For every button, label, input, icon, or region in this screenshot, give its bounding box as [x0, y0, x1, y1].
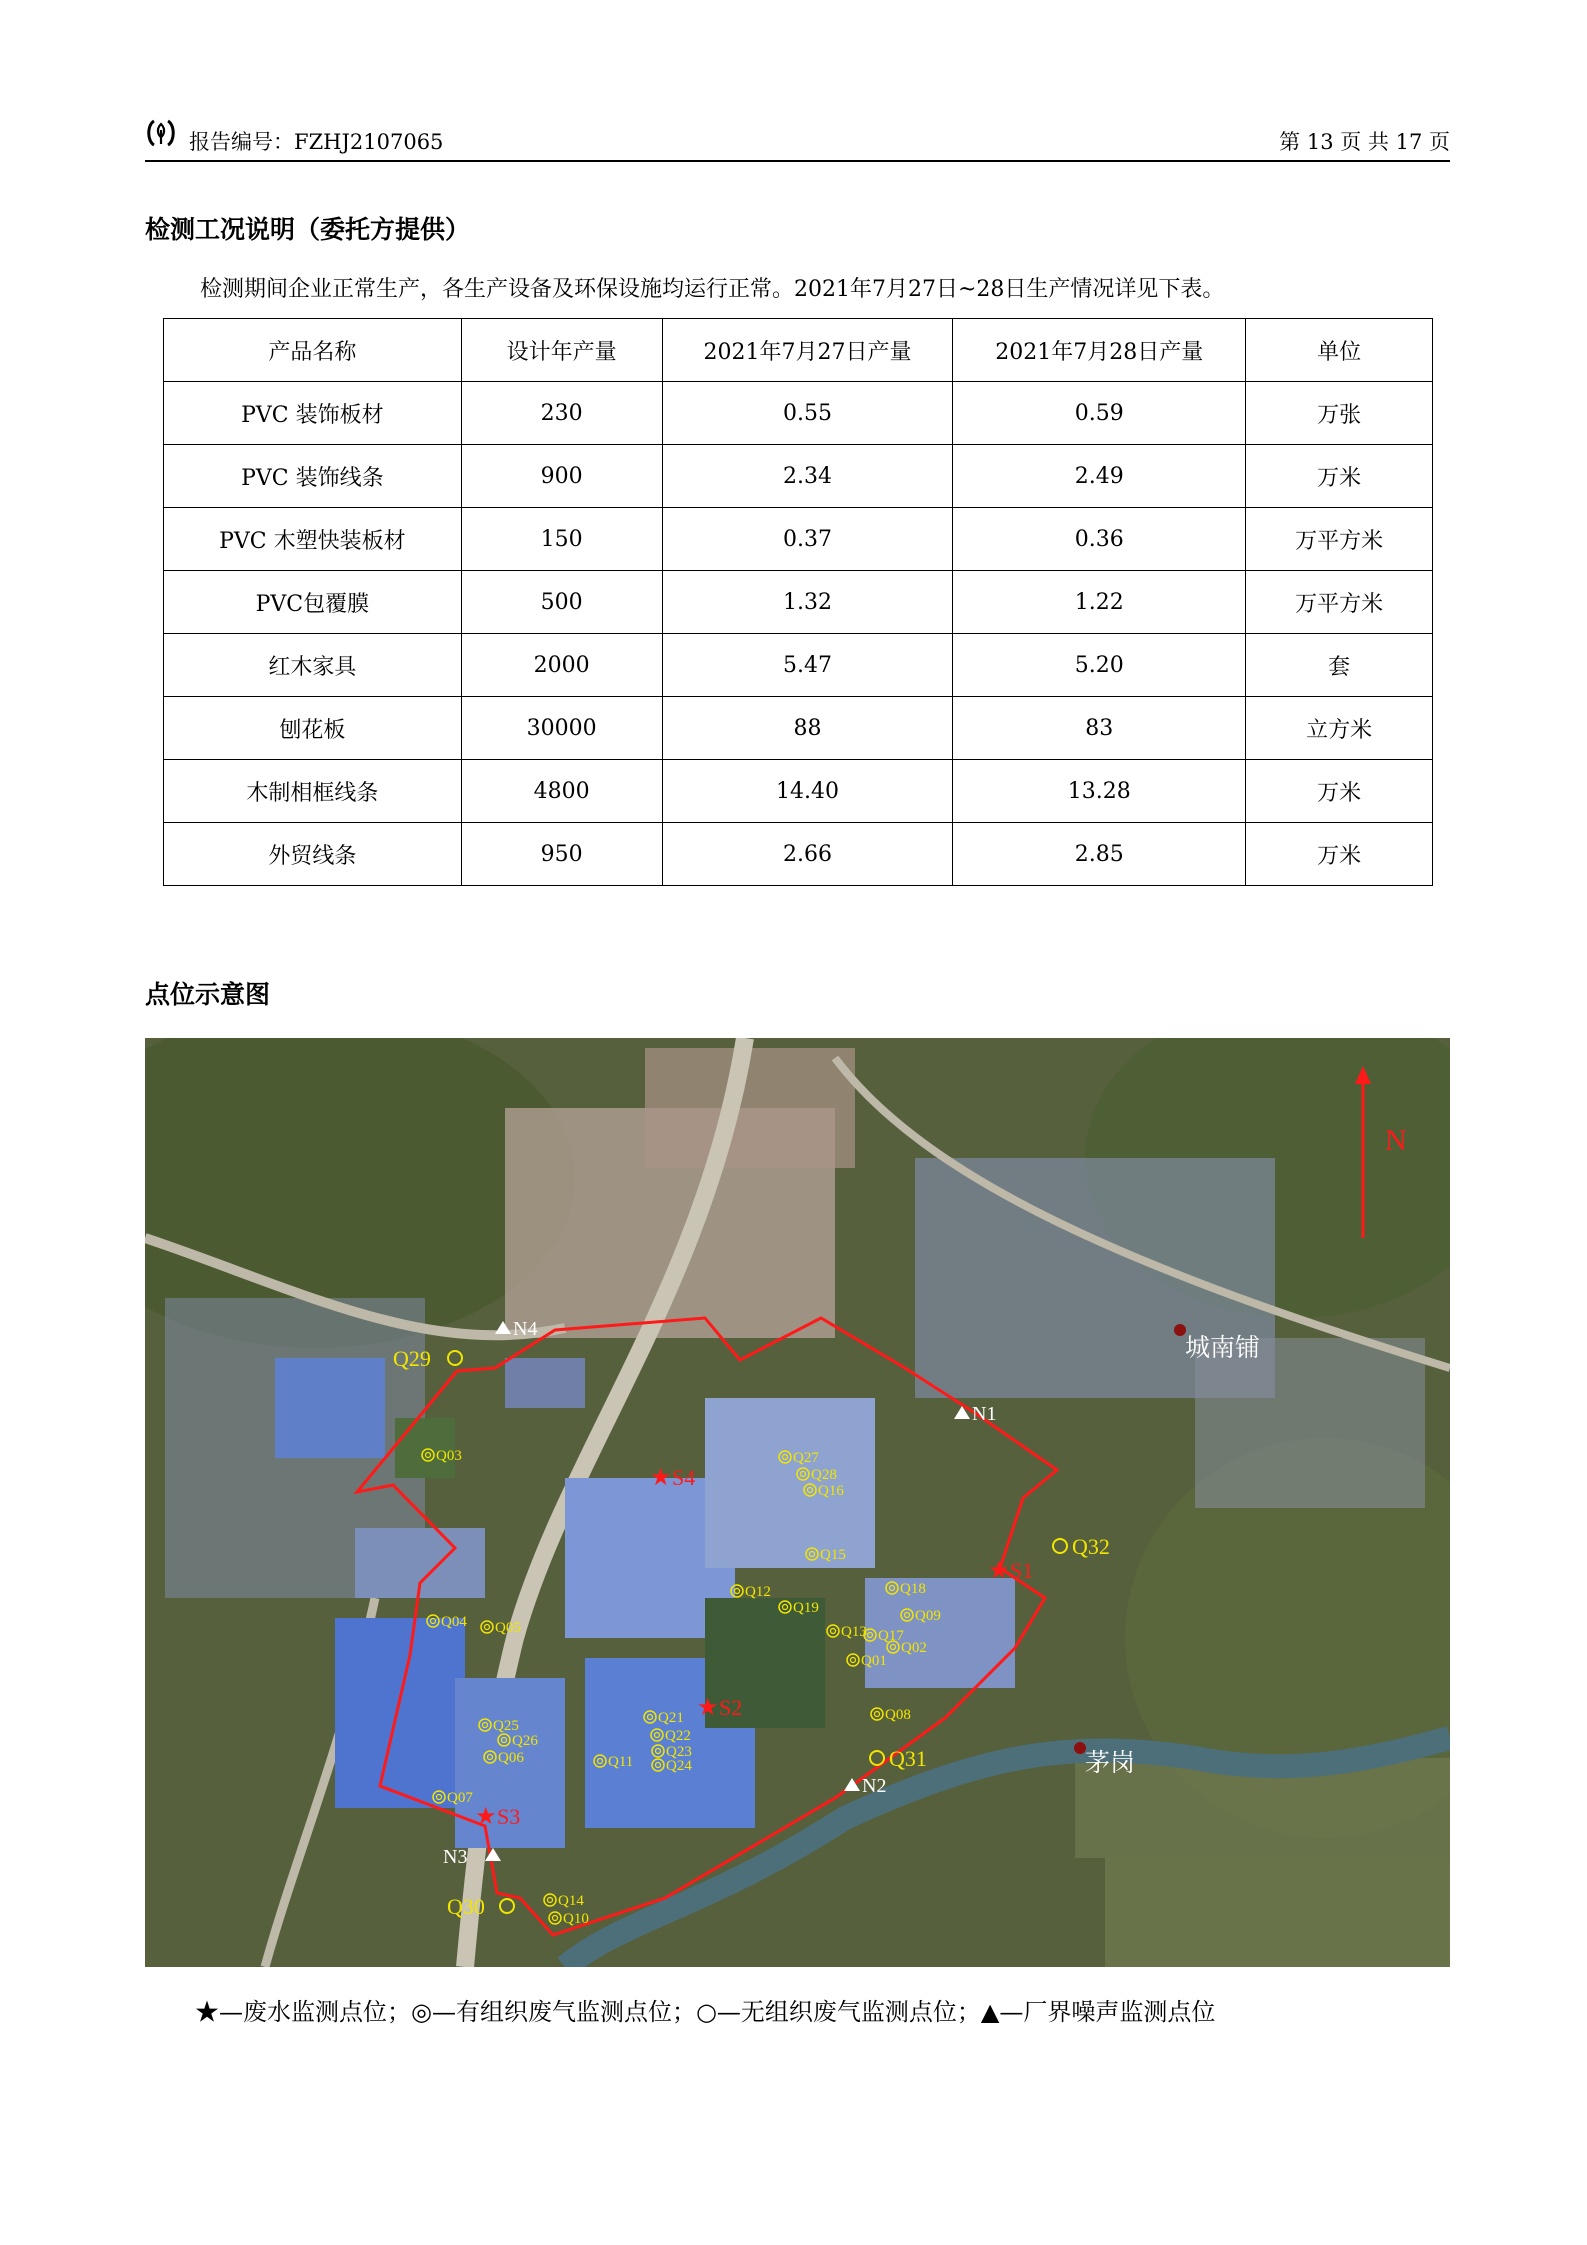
table-cell: PVC 木塑快装板材 [164, 508, 462, 571]
stack-point-label: Q16 [818, 1483, 844, 1499]
map-legend: ★—废水监测点位；◎—有组织废气监测点位；○—无组织废气监测点位；▲—厂界噪声监测点位 [195, 1998, 1216, 2026]
section-title-conditions: 检测工况说明（委托方提供） [145, 215, 471, 244]
stack-point-label: Q21 [658, 1710, 684, 1726]
table-cell: 30000 [461, 697, 662, 760]
table-cell: 红木家具 [164, 634, 462, 697]
table-cell: 1.22 [953, 571, 1246, 634]
stack-point-label: Q27 [793, 1450, 819, 1466]
north-label: N [1385, 1124, 1407, 1157]
svg-text:★: ★ [475, 1804, 497, 1830]
stack-point-label: Q12 [745, 1584, 771, 1600]
header-divider [145, 160, 1450, 162]
noise-point-label: N2 [862, 1775, 887, 1797]
stack-point-label: Q01 [861, 1653, 887, 1669]
table-cell: 万米 [1246, 823, 1433, 886]
table-cell: 万米 [1246, 445, 1433, 508]
table-cell: 83 [953, 697, 1246, 760]
table-row [164, 508, 1433, 571]
table-cell: 950 [461, 823, 662, 886]
table-cell: 4800 [461, 760, 662, 823]
stack-point-label: Q13 [841, 1624, 867, 1640]
svg-text:★: ★ [988, 1558, 1010, 1584]
fugitive-point-label: Q32 [1072, 1534, 1110, 1559]
table-cell: PVC包覆膜 [164, 571, 462, 634]
stack-point-label: Q28 [811, 1467, 837, 1483]
stack-point-label: Q19 [793, 1600, 819, 1616]
noise-point-label: N4 [513, 1318, 538, 1340]
table-cell: 2.66 [662, 823, 953, 886]
place-name: 茅岗 [1085, 1750, 1136, 1777]
table-row [164, 823, 1433, 886]
wastewater-point-marker [475, 1804, 520, 1830]
wastewater-point-marker [697, 1695, 742, 1721]
table-cell: 500 [461, 571, 662, 634]
table-cell: 2.49 [953, 445, 1246, 508]
table-cell: 150 [461, 508, 662, 571]
table-cell: 14.40 [662, 760, 953, 823]
table-cell: 2.34 [662, 445, 953, 508]
stack-point-label: Q08 [885, 1707, 911, 1723]
stack-point-label: Q09 [915, 1608, 941, 1624]
stack-point-label: Q25 [493, 1718, 519, 1734]
table-cell: PVC 装饰板材 [164, 382, 462, 445]
table-cell: 88 [662, 697, 953, 760]
table-row [164, 571, 1433, 634]
table-cell: 5.47 [662, 634, 953, 697]
table-cell: 0.37 [662, 508, 953, 571]
table-row [164, 382, 1433, 445]
table-cell: 立方米 [1246, 697, 1433, 760]
stack-point-label: Q04 [441, 1614, 467, 1630]
company-logo-icon [145, 118, 177, 148]
column-header: 单位 [1246, 319, 1433, 382]
table-cell: 0.36 [953, 508, 1246, 571]
stack-point-label: Q06 [498, 1750, 524, 1766]
table-row [164, 697, 1433, 760]
table-cell: 900 [461, 445, 662, 508]
table-cell: PVC 装饰线条 [164, 445, 462, 508]
svg-text:★: ★ [697, 1695, 719, 1721]
table-cell: 0.55 [662, 382, 953, 445]
stack-point-label: Q17 [878, 1628, 904, 1644]
wastewater-point-marker [650, 1465, 695, 1491]
column-header: 2021年7月28日产量 [953, 319, 1246, 382]
table-cell: 万张 [1246, 382, 1433, 445]
table-cell: 外贸线条 [164, 823, 462, 886]
page-number: 第 13 页 共 17 页 [1279, 130, 1450, 154]
column-header: 设计年产量 [461, 319, 662, 382]
production-table [163, 318, 1433, 886]
noise-point-label: N1 [972, 1403, 997, 1425]
table-cell: 13.28 [953, 760, 1246, 823]
stack-point-label: Q07 [447, 1790, 473, 1806]
table-row [164, 634, 1433, 697]
column-header: 产品名称 [164, 319, 462, 382]
table-cell: 1.32 [662, 571, 953, 634]
fugitive-point-label: Q30 [447, 1894, 485, 1919]
noise-point-label: N3 [443, 1846, 468, 1868]
table-cell: 万平方米 [1246, 571, 1433, 634]
stack-point-label: Q23 [666, 1744, 692, 1760]
table-cell: 套 [1246, 634, 1433, 697]
table-cell: 2000 [461, 634, 662, 697]
place-name: 城南铺 [1185, 1335, 1261, 1362]
stack-point-label: Q05 [495, 1620, 521, 1636]
stack-point-label: Q02 [901, 1640, 927, 1656]
intro-paragraph: 检测期间企业正常生产，各生产设备及环保设施均运行正常。2021年7月27日~28日生产情况详见下表。 [200, 277, 1225, 302]
fugitive-point-label: Q29 [393, 1346, 431, 1371]
stack-point-label: Q15 [820, 1547, 846, 1563]
wastewater-point-label: S3 [497, 1804, 521, 1829]
table-cell: 0.59 [953, 382, 1246, 445]
stack-point-label: Q10 [563, 1911, 589, 1927]
table-row [164, 445, 1433, 508]
stack-point-label: Q22 [665, 1728, 691, 1744]
wastewater-point-label: S4 [672, 1465, 696, 1490]
site-map [145, 1038, 1450, 1967]
table-row [164, 760, 1433, 823]
wastewater-point-label: S2 [719, 1695, 743, 1720]
wastewater-point-label: S1 [1010, 1558, 1034, 1583]
wastewater-point-marker [988, 1558, 1033, 1584]
fugitive-point-label: Q31 [889, 1746, 927, 1771]
table-header-row [164, 319, 1433, 382]
table-cell: 木制相框线条 [164, 760, 462, 823]
table-cell: 万平方米 [1246, 508, 1433, 571]
svg-text:★: ★ [650, 1465, 672, 1491]
stack-point-label: Q11 [608, 1754, 634, 1770]
section-title-site-map: 点位示意图 [145, 980, 271, 1009]
stack-point-label: Q26 [512, 1733, 538, 1749]
table-cell: 万米 [1246, 760, 1433, 823]
table-cell: 230 [461, 382, 662, 445]
table-cell: 5.20 [953, 634, 1246, 697]
table-cell: 2.85 [953, 823, 1246, 886]
page-header [145, 118, 1450, 158]
stack-point-label: Q24 [666, 1758, 692, 1774]
stack-point-label: Q18 [900, 1581, 926, 1597]
table-cell: 刨花板 [164, 697, 462, 760]
stack-point-label: Q03 [436, 1448, 462, 1464]
column-header: 2021年7月27日产量 [662, 319, 953, 382]
report-number: 报告编号：FZHJ2107065 [189, 130, 444, 154]
stack-point-label: Q14 [558, 1893, 584, 1909]
